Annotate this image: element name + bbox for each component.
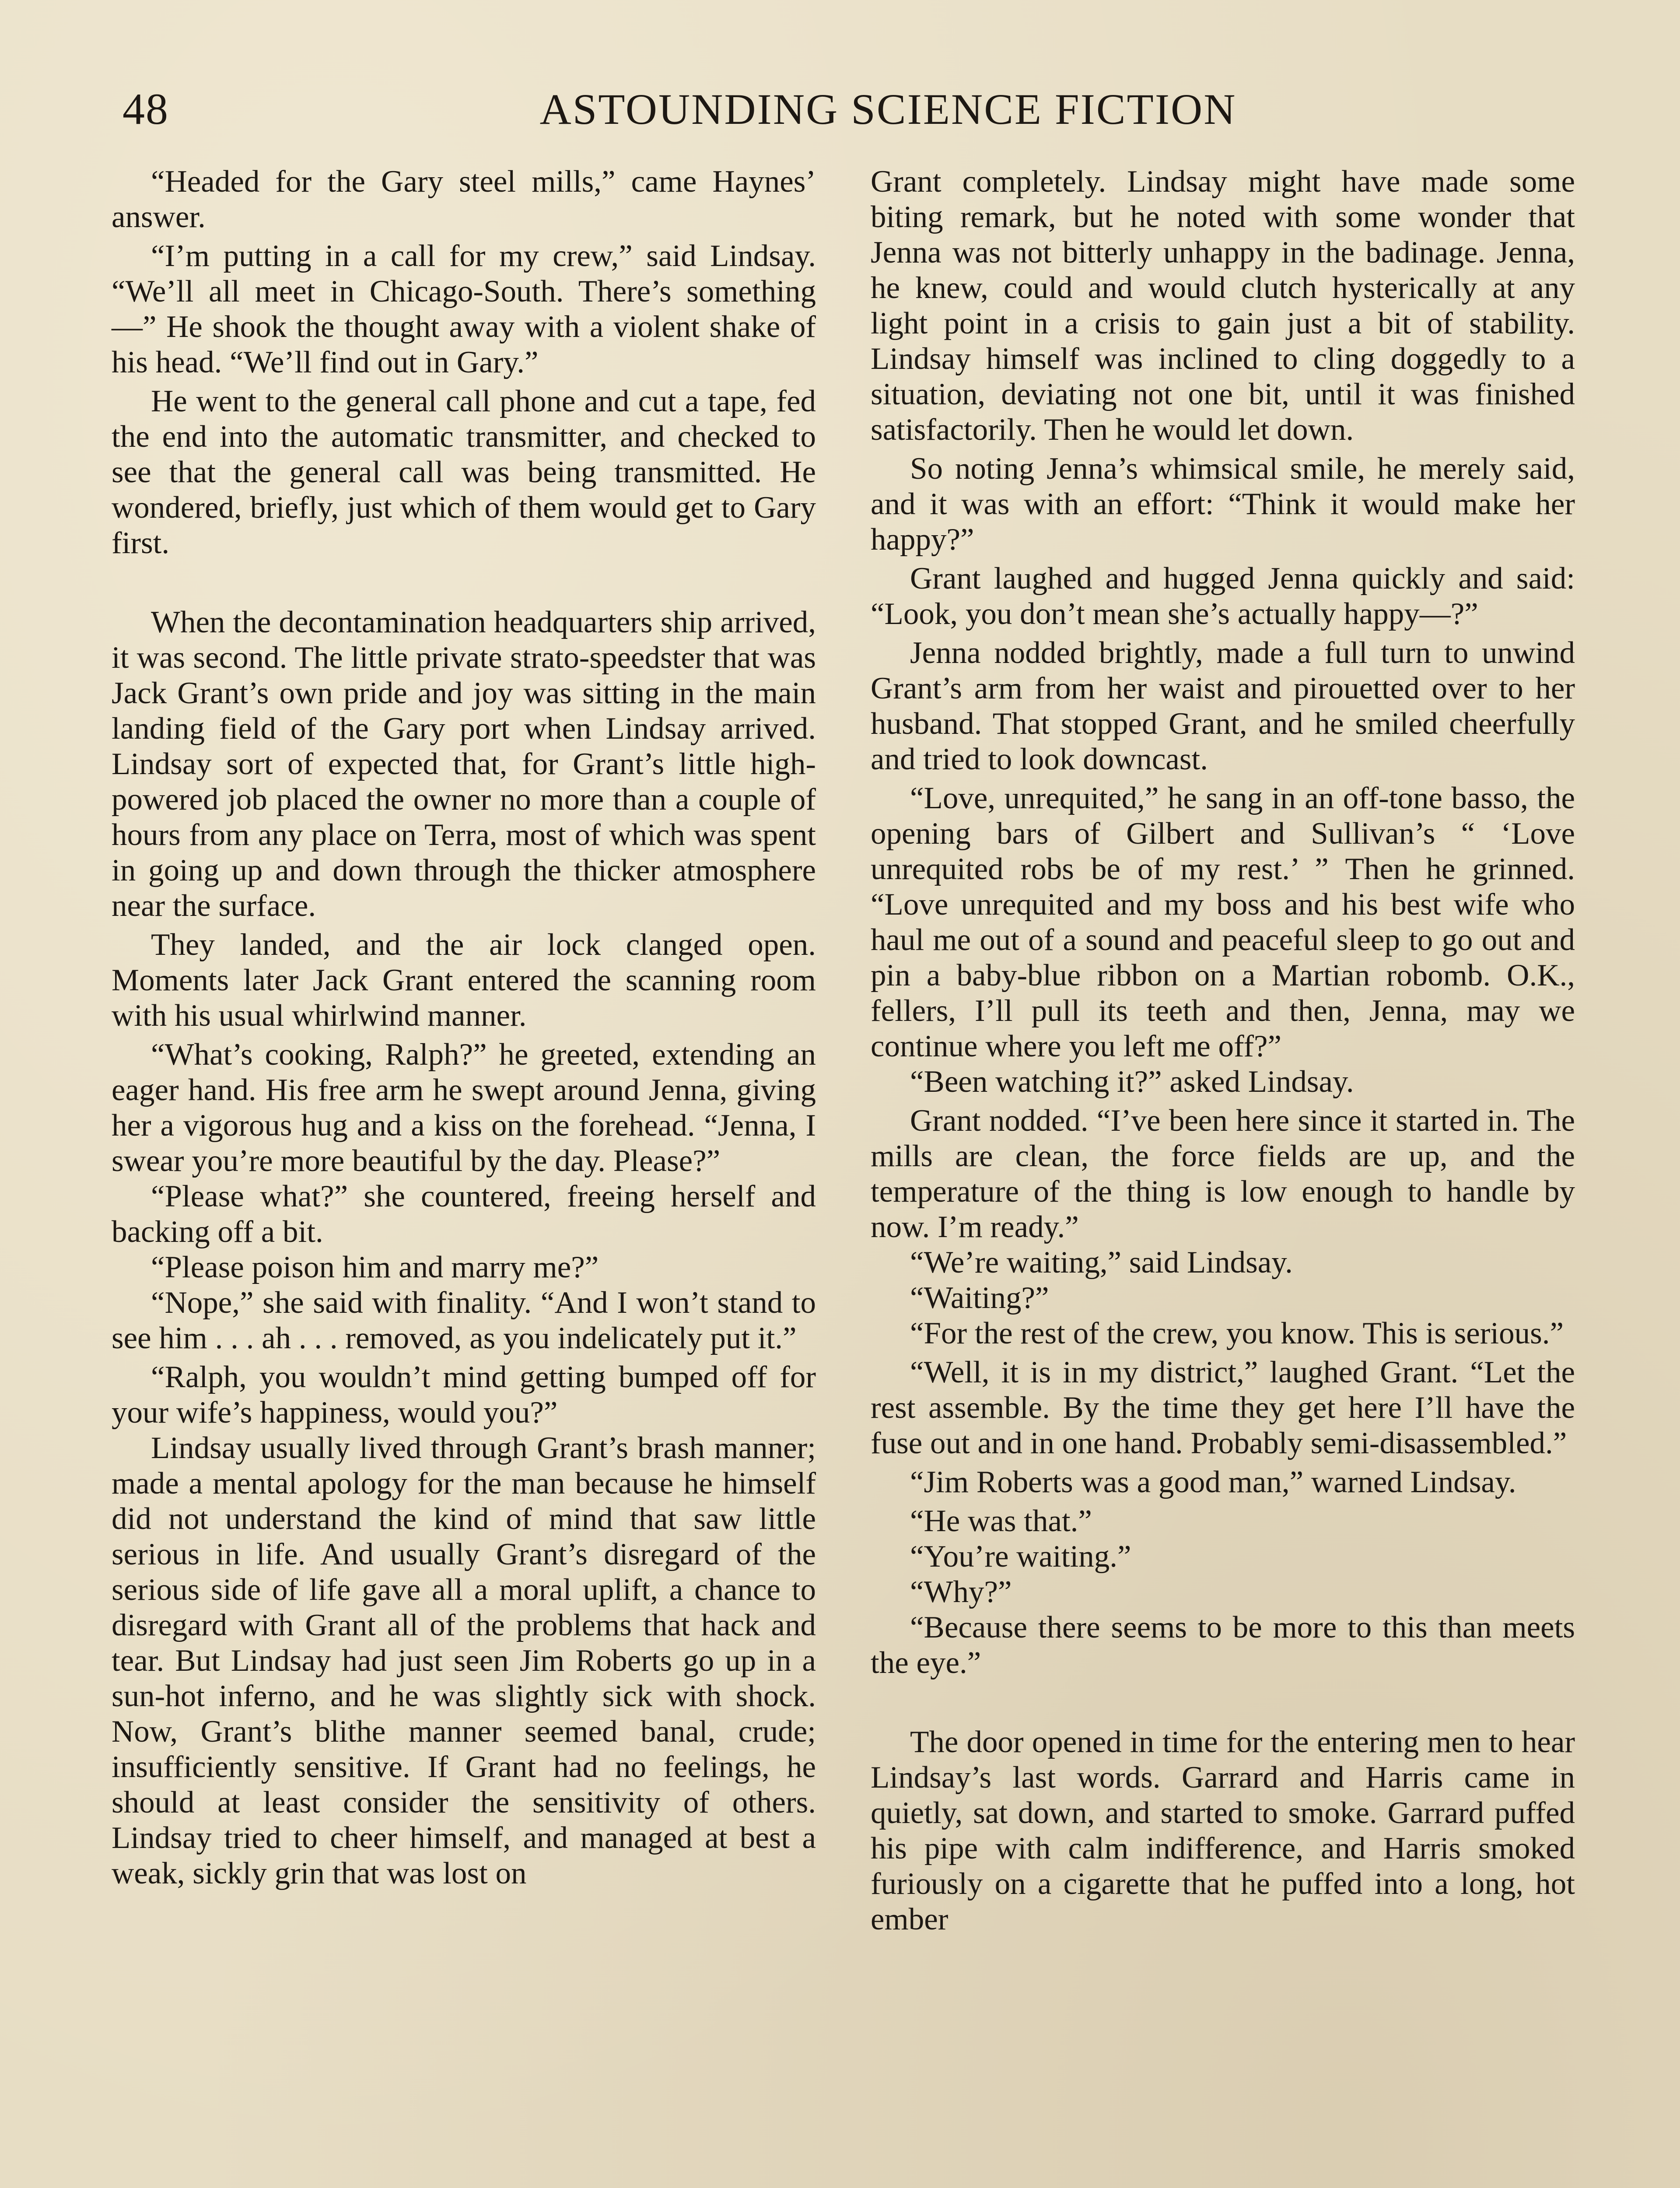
paragraph: “Well, it is in my district,” laughed Grant. “Let the rest assemble. By the time they get here I’ll have the fuse out and in one hand. Probably semi-disassembled.” bbox=[871, 1355, 1575, 1460]
paragraph: “He was that.” bbox=[910, 1504, 1092, 1538]
left-column bbox=[112, 164, 816, 1895]
paragraph: He went to the general call phone and cut a tape, fed the end into the automatic transmitter, and checked to see that the general call was being transmitted. He wondered, briefly, just which of them would get to Gary first. bbox=[112, 384, 816, 560]
paragraph: Jenna nodded brightly, made a full turn to unwind Grant’s arm from her waist and pirouetted over to her husband. That stopped Grant, and he smiled cheerfully and tried to look downcast. bbox=[871, 636, 1575, 776]
paragraph: “Ralph, you wouldn’t mind getting bumped off for your wife’s happiness, would you?” bbox=[112, 1360, 816, 1430]
paragraph: “Waiting?” bbox=[910, 1281, 1049, 1315]
right-column bbox=[871, 164, 1575, 1941]
paragraph: “For the rest of the crew, you know. This is serious.” bbox=[910, 1316, 1564, 1350]
paragraph: “Please poison him and marry me?” bbox=[151, 1250, 599, 1284]
paragraph: “Why?” bbox=[910, 1575, 1012, 1609]
page-header bbox=[109, 79, 1579, 140]
paragraph: Grant laughed and hugged Jenna quickly and said: “Look, you don’t mean she’s actually happy—?” bbox=[871, 561, 1575, 631]
paragraph: Lindsay usually lived through Grant’s brash manner; made a mental apology for the man because he himself did not understand the kind of mind that saw little serious in life. And usually Grant’s disregard of the serious side of life gave all a moral uplift, a chance to disregard with Grant all of the problems that hack and tear. But Lindsay had just seen Jim Roberts go up in a sun-hot inferno, and he was slightly sick with shock. Now, Grant’s blithe manner seemed banal, crude; insufficiently sensitive. If Grant had no feelings, he should at least consider the sensitivity of others. Lindsay tried to cheer himself, and managed at best a weak, sickly grin that was lost on bbox=[112, 1431, 816, 1890]
paragraph: “I’m putting in a call for my crew,” said Lindsay. “We’ll all meet in Chicago-South. There’s something—” He shook the thought away with a violent shake of his head. “We’ll find out in Gary.” bbox=[112, 239, 816, 379]
paragraph: “Headed for the Gary steel mills,” came Haynes’ answer. bbox=[112, 165, 816, 234]
paragraph: “You’re waiting.” bbox=[910, 1539, 1131, 1574]
paragraph: “Please what?” she countered, freeing herself and backing off a bit. bbox=[112, 1179, 816, 1249]
paragraph: “Been watching it?” asked Lindsay. bbox=[910, 1065, 1354, 1099]
paragraph: “What’s cooking, Ralph?” he greeted, extending an eager hand. His free arm he swept around Jenna, giving her a vigorous hug and a kiss on the forehead. “Jenna, I swear you’re more beautiful by the day. Please?” bbox=[112, 1038, 816, 1178]
paragraph: “Jim Roberts was a good man,” warned Lindsay. bbox=[910, 1465, 1516, 1499]
page-number: 48 bbox=[122, 84, 169, 134]
paragraph: Grant completely. Lindsay might have made some biting remark, but he noted with some wonder that Jenna was not bitterly unhappy in the badinage. Jenna, he knew, could and would clutch hysterically at any light point in a crisis to gain just a bit of stability. Lindsay himself was inclined to cling doggedly to a situation, deviating not one bit, until it was finished satisfactorily. Then he would let down. bbox=[871, 165, 1575, 447]
paragraph: So noting Jenna’s whimsical smile, he merely said, and it was with an effort: “Think it would make her happy?” bbox=[871, 452, 1575, 557]
paragraph: Grant nodded. “I’ve been here since it started in. The mills are clean, the force fields are up, and the temperature of the thing is low enough to handle by now. I’m ready.” bbox=[871, 1104, 1575, 1244]
paragraph: “Nope,” she said with finality. “And I won’t stand to see him . . . ah . . . removed, as you indelicately put it.” bbox=[112, 1286, 816, 1355]
running-title: ASTOUNDING SCIENCE FICTION bbox=[539, 85, 1237, 133]
paragraph: “Because there seems to be more to this than meets the eye.” bbox=[871, 1610, 1575, 1680]
paragraph: “Love, unrequited,” he sang in an off-tone basso, the opening bars of Gilbert and Sullivan’s “ ‘Love unrequited robs be of my rest.’ ” Then he grinned. “Love unrequited and my boss and his best wife who haul me out of a sound and peaceful sleep to go out and pin a baby-blue ribbon on a Martian robomb. O.K., fellers, I’ll pull its teeth and then, Jenna, may we continue where you left me off?” bbox=[871, 781, 1575, 1063]
paragraph: When the decontamination headquarters ship arrived, it was second. The little private strato-speedster that was Jack Grant’s own pride and joy was sitting in the main landing field of the Gary port when Lindsay arrived. Lindsay sort of expected that, for Grant’s little high-powered job placed the owner no more than a couple of hours from any place on Terra, most of which was spent in going up and down through the thicker atmosphere near the surface. bbox=[112, 605, 816, 923]
paragraph: “We’re waiting,” said Lindsay. bbox=[910, 1245, 1293, 1280]
paragraph: They landed, and the air lock clanged open. Moments later Jack Grant entered the scanning room with his usual whirlwind manner. bbox=[112, 928, 816, 1033]
paragraph: The door opened in time for the entering men to hear Lindsay’s last words. Garrard and Harris came in quietly, sat down, and started to smoke. Garrard puffed his pipe with calm indifference, and Harris smoked furiously on a cigarette that he puffed into a long, hot ember bbox=[871, 1725, 1575, 1936]
